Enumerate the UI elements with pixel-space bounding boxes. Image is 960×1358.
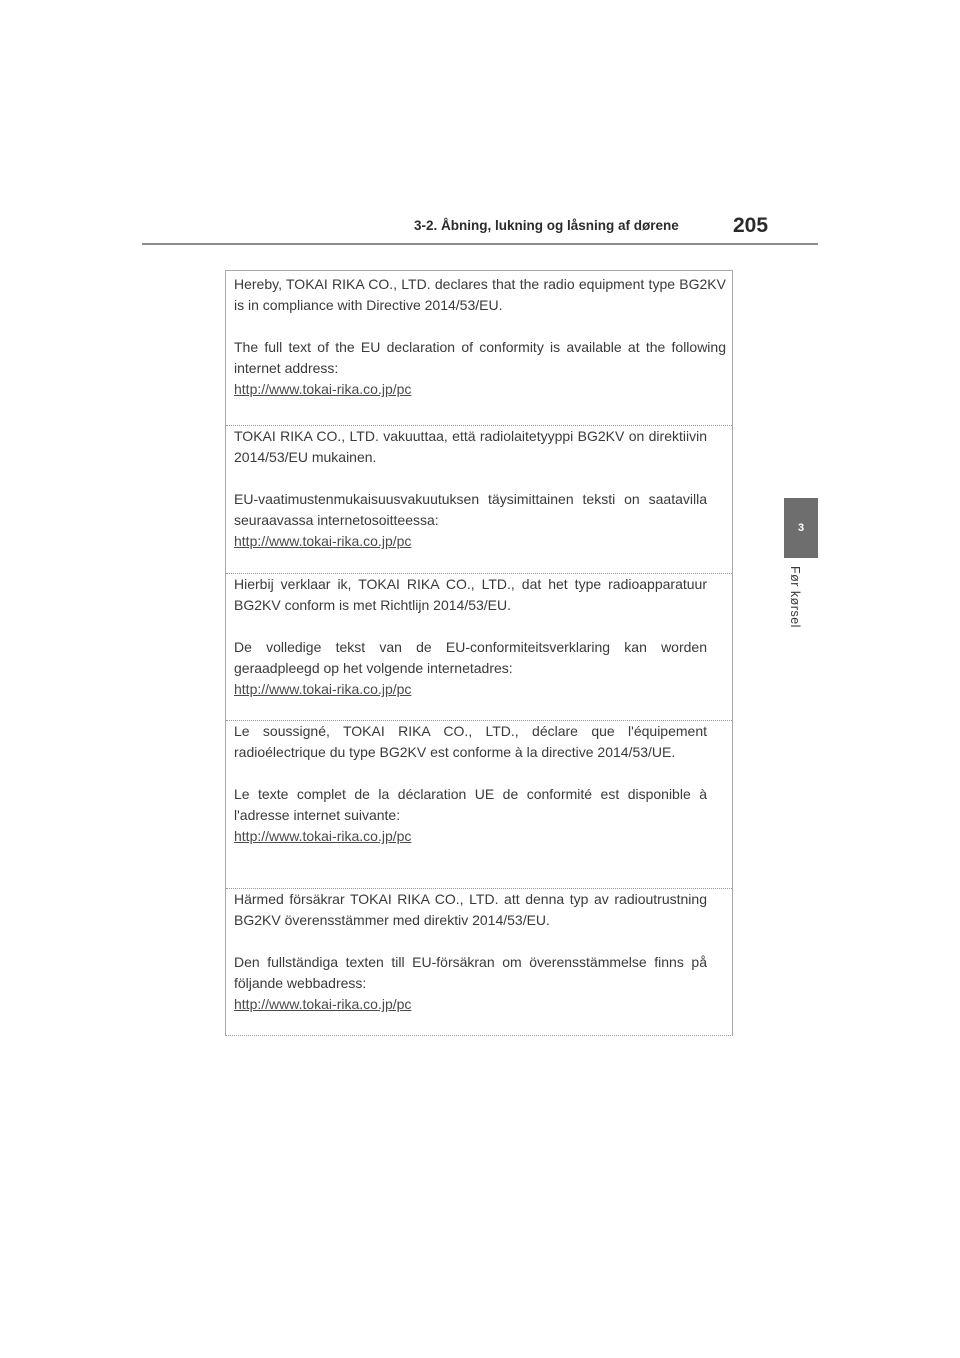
declaration-text: TOKAI RIKA CO., LTD. vakuuttaa, että radiolaitetyyppi BG2KV on direktiivin 2014/53/EU mukainen.: [234, 428, 707, 465]
header-divider: [142, 243, 818, 245]
declaration-availability-text: Le texte complet de la déclaration UE de conformité est disponible à l'adresse internet suivante:: [234, 786, 707, 823]
declaration-availability-text: The full text of the EU declaration of conformity is available at the following internet address:: [234, 339, 726, 376]
chapter-label: Før kørsel: [788, 566, 802, 628]
chapter-number: 3: [797, 522, 805, 534]
section-heading: 3-2. Åbning, lukning og låsning af dørene: [414, 218, 679, 233]
declaration-text: Hereby, TOKAI RIKA CO., LTD. declares that the radio equipment type BG2KV is in compliance with Directive 2014/53/EU.: [234, 276, 726, 313]
declaration-section-dutch: [226, 574, 732, 721]
declaration-section-swedish: [226, 889, 732, 1037]
declaration-text: Le soussigné, TOKAI RIKA CO., LTD., déclare que l'équipement radioélectrique du type BG2KV est conforme à la directive 2014/53/UE.: [234, 723, 707, 760]
declaration-availability-text: EU-vaatimustenmukaisuusvakuutuksen täysimittainen teksti on saatavilla seuraavassa internetosoitteessa:: [234, 491, 707, 528]
chapter-tab: [784, 498, 818, 558]
page-number: 205: [733, 214, 769, 237]
declaration-link[interactable]: http://www.tokai-rika.co.jp/pc: [234, 828, 412, 844]
declaration-text: Härmed försäkrar TOKAI RIKA CO., LTD. att denna typ av radioutrustning BG2KV överensstämmer med direktiv 2014/53/EU.: [234, 891, 707, 928]
declaration-section-french: [226, 721, 732, 889]
declaration-link[interactable]: http://www.tokai-rika.co.jp/pc: [234, 533, 412, 549]
declaration-availability-text: De volledige tekst van de EU-conformiteitsverklaring kan worden geraadpleegd op het volgende internetadres:: [234, 639, 707, 676]
declaration-section-english: [226, 274, 732, 426]
declaration-box: [225, 270, 733, 1036]
declaration-text: Hierbij verklaar ik, TOKAI RIKA CO., LTD., dat het type radioapparatuur BG2KV conform is met Richtlijn 2014/53/EU.: [234, 576, 707, 613]
declaration-link[interactable]: http://www.tokai-rika.co.jp/pc: [234, 681, 412, 697]
declaration-link[interactable]: http://www.tokai-rika.co.jp/pc: [234, 381, 412, 397]
declaration-availability-text: Den fullständiga texten till EU-försäkran om överensstämmelse finns på följande webbadress:: [234, 954, 707, 991]
declaration-section-finnish: [226, 426, 732, 574]
declaration-link[interactable]: http://www.tokai-rika.co.jp/pc: [234, 996, 412, 1012]
